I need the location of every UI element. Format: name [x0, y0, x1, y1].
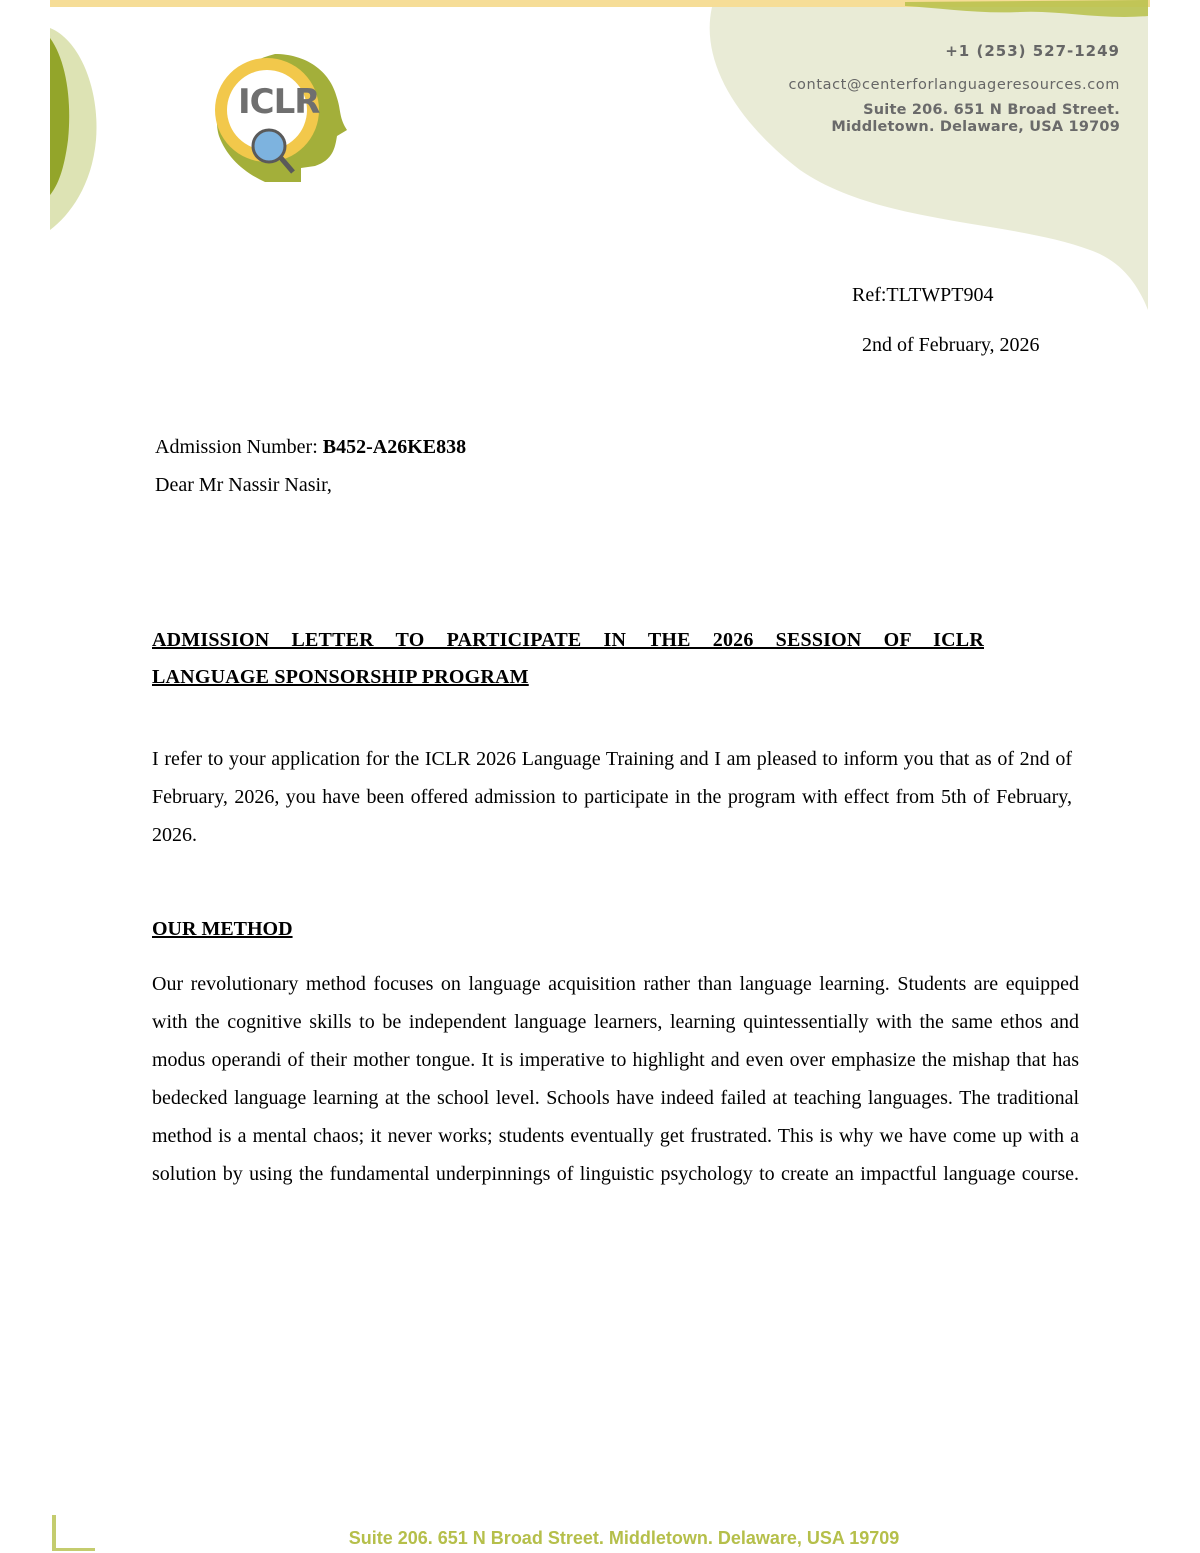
phone-number: +1 (253) 527-1249 — [945, 42, 1120, 60]
admission-number-line — [155, 436, 466, 459]
admission-label: Admission Number: — [155, 436, 323, 458]
letter-title — [152, 622, 984, 696]
iclr-logo — [205, 48, 350, 183]
footer-address: Suite 206. 651 N Broad Street. Middletown. Delaware, USA 19709 — [348, 1528, 900, 1548]
admission-number: B452-A26KE838 — [322, 436, 467, 458]
method-heading: OUR METHOD — [152, 918, 293, 940]
salutation: Dear Mr Nassir Nasir, — [155, 474, 332, 496]
logo-text: ICLR — [238, 82, 320, 122]
header-address-line2: Middletown. Delaware, USA 19709 — [831, 119, 1120, 135]
intro-paragraph: I refer to your application for the ICLR 2026 Language Training and I am pleased to inform you that as of 2nd of February, 2026, you have been offered admission to participate in the program with effect from 5th of February, 2026. — [152, 748, 1072, 846]
letter-title-line1: ADMISSION LETTER TO PARTICIPATE IN THE 2026 SESSION OF ICLR — [152, 629, 984, 651]
letter-title-line2: LANGUAGE SPONSORSHIP PROGRAM — [152, 666, 529, 688]
letter-date: 2nd of February, 2026 — [862, 334, 1040, 356]
method-paragraph: Our revolutionary method focuses on language acquisition rather than language learning. Students are equipped with the cognitive skills to be independent language learners, learning quintessentially with the same ethos and modus operandi of their mother tongue. It is imperative to highlight and even over emphasize the mishap that has bedecked language learning at the school level. Schools have indeed failed at teaching languages. The traditional method is a mental chaos; it never works; students eventually get frustrated. This is why we have come up with a solution by using the fundamental underpinnings of linguistic psychology to create an impactful language course. — [152, 973, 1079, 1185]
reference-number: Ref:TLTWPT904 — [852, 284, 994, 306]
contact-block — [788, 42, 1120, 136]
header-address-line1: Suite 206. 651 N Broad Street. — [863, 102, 1120, 118]
email-address: contact@centerforlanguageresources.com — [788, 77, 1120, 93]
